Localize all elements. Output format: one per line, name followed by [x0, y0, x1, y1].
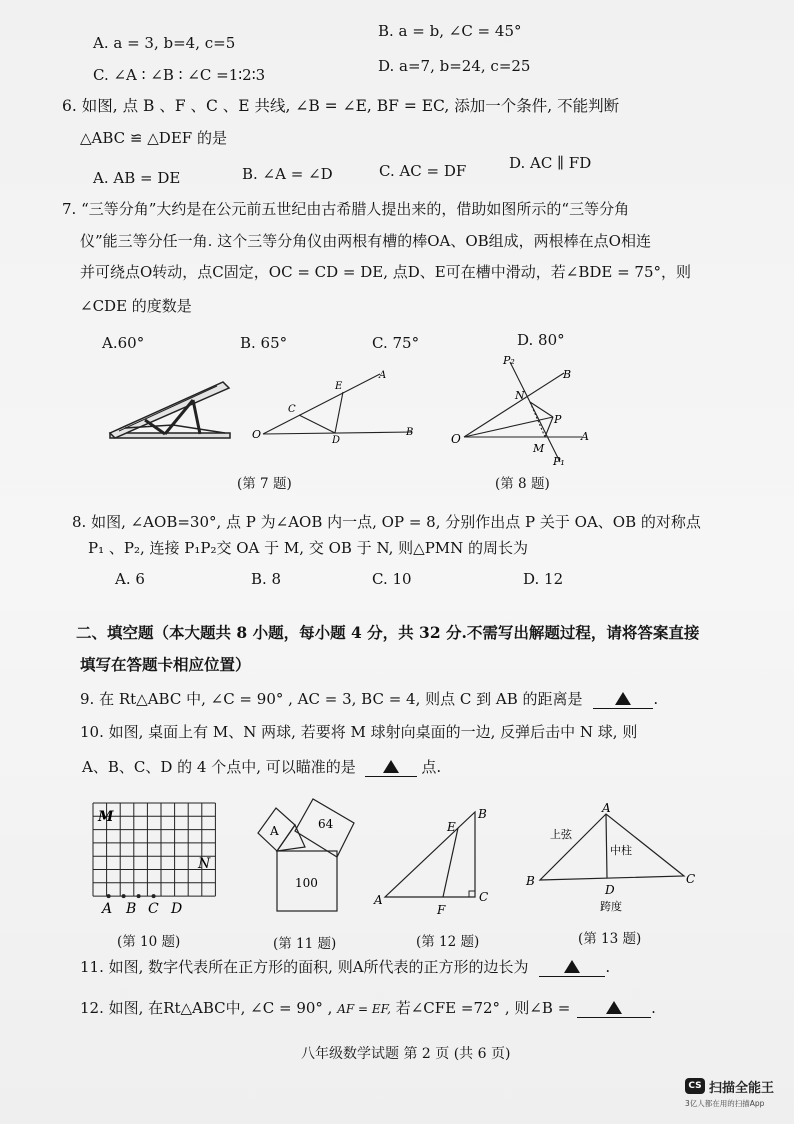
q11-stem: [80, 958, 610, 977]
fig7-label-o: O: [252, 428, 262, 441]
answer-triangle-icon: [383, 760, 399, 773]
aim-point-marker: [137, 894, 141, 898]
q6-option-c: C. AC = DF: [379, 162, 467, 180]
figure-10-grid-diagram: [88, 800, 224, 918]
section-2-heading-line2: 填写在答题卡相应位置）: [80, 655, 251, 674]
q5-option-b: B. a = b, ∠C = 45°: [378, 22, 522, 40]
q6-stem-line2: △ABC ≌ △DEF 的是: [80, 129, 227, 147]
figure-13-caption: (第 13 题): [578, 931, 642, 947]
q5-option-d: D. a=7, b=24, c=25: [378, 57, 531, 75]
fig11-label-a: A: [270, 824, 279, 838]
fig13-label-kuadu: 跨度: [600, 900, 622, 913]
fig12-label-b: B: [478, 807, 487, 821]
watermark-tagline: 3亿人都在用的扫描App: [685, 1099, 765, 1108]
q9-text: 9. 在 Rt△ABC 中, ∠C = 90° , AC = 3, BC = 4, 则点 C 到 AB 的距离是: [80, 690, 583, 708]
center-triangle: [277, 825, 305, 851]
triangle-abc: [385, 812, 475, 897]
fig7-label-e: E: [335, 381, 343, 392]
q10-answer-blank[interactable]: [365, 758, 417, 777]
fig8-label-o: O: [451, 432, 461, 446]
answer-triangle-icon: [606, 1001, 622, 1014]
q10-stem-line1: 10. 如图, 桌面上有 M、N 两球, 若要将 M 球射向桌面的一边, 反弹后击中 N 球, 则: [80, 723, 638, 741]
fig12-label-a: A: [374, 893, 383, 907]
figure-11-squares-diagram: [252, 795, 364, 925]
q8-option-b: B. 8: [251, 570, 282, 588]
figure-13-truss-diagram: [520, 800, 700, 920]
q6-stem-line1: 6. 如图, 点 B 、F 、C 、E 共线, ∠B = ∠E, BF = EC, 添加一个条件, 不能判断: [62, 97, 620, 115]
aim-point-marker: [107, 894, 111, 898]
fig10-label-b: B: [126, 901, 137, 917]
q12-text-b: AF = EF,: [337, 1002, 391, 1016]
segment-op: [464, 417, 553, 437]
fig8-label-p1: P₁: [553, 455, 565, 468]
fig12-label-e: E: [447, 820, 456, 834]
fig13-label-d: D: [605, 883, 615, 897]
q5-option-c: C. ∠A ∶ ∠B ∶ ∠C =1∶2∶3: [93, 66, 266, 84]
segment-de: [335, 392, 343, 433]
answer-triangle-icon: [615, 692, 631, 705]
answer-triangle-icon: [564, 960, 580, 973]
segment-fe: [443, 828, 458, 897]
q10-text: A、B、C、D 的 4 个点中, 可以瞄准的是: [82, 758, 356, 776]
fig8-label-m: M: [533, 442, 545, 455]
q8-option-d-text: D. 80°: [517, 331, 565, 349]
q12-answer-blank[interactable]: [577, 999, 651, 1018]
fig10-label-c: C: [148, 901, 159, 917]
aim-point-marker: [122, 894, 126, 898]
trisector-instrument-sketch: [105, 378, 237, 440]
q12-text-c: 若∠CFE =72° , 则∠B =: [395, 999, 571, 1017]
figure-7-caption: (第 7 题): [237, 476, 292, 492]
q6-option-a: A. AB = DE: [93, 169, 181, 187]
fig10-label-a: A: [102, 901, 113, 917]
figure-8-diagram: [447, 348, 597, 472]
fig13-label-zhongzhu: 中柱: [610, 844, 632, 857]
section-2-heading-line1: 二、填空题（本大题共 8 小题，每小题 4 分，共 32 分.不需写出解题过程，请将答案直接: [76, 623, 700, 642]
aim-point-marker: [152, 894, 156, 898]
fig10-label-d: D: [171, 901, 183, 917]
q12-end: .: [651, 999, 656, 1017]
q7-stem-line2: 仪”能三等分任一角. 这个三等分角仪由两根有槽的棒OA、OB组成，两根棒在点O相连: [80, 232, 651, 250]
fig7-label-c: C: [288, 404, 296, 415]
q8-option-d: D. 12: [523, 570, 564, 588]
q9-end: .: [653, 690, 659, 708]
q10-stem-line2: [82, 758, 441, 777]
fig8-label-b: B: [563, 368, 572, 381]
fig8-label-p: P: [554, 413, 562, 426]
fig13-label-a: A: [602, 801, 611, 815]
figure-11-caption: (第 11 题): [273, 936, 337, 952]
fig7-label-a: A: [379, 370, 387, 381]
q9-answer-blank[interactable]: [593, 690, 653, 709]
q11-end: .: [605, 958, 611, 976]
ray-oa: [263, 374, 380, 434]
fig7-label-b: B: [406, 427, 414, 438]
q6-option-b: B. ∠A = ∠D: [242, 165, 333, 183]
ray-ob: [263, 432, 412, 434]
fig10-label-m: M: [98, 809, 114, 825]
q10-end: 点.: [421, 758, 442, 776]
fig12-label-f: F: [437, 903, 446, 917]
q7-stem-line1: 7. “三等分角”大约是在公元前五世纪由古希腊人提出来的，借助如图所示的“三等分角: [62, 200, 630, 218]
q5-option-a: A. a = 3, b=4, c=5: [93, 34, 236, 52]
figure-8-caption: (第 8 题): [495, 476, 550, 492]
q7-option-b: B. 65°: [240, 334, 288, 352]
fig11-label-100: 100: [295, 876, 318, 890]
q7-stem-line4: ∠CDE 的度数是: [80, 297, 192, 315]
figure-7-diagram: [250, 368, 420, 446]
q11-text: 11. 如图, 数字代表所在正方形的面积, 则A所代表的正方形的边长为: [80, 958, 529, 976]
q8-stem-line2: P₁ 、P₂, 连接 P₁P₂交 OA 于 M, 交 OB 于 N, 则△PMN 的周长为: [88, 539, 529, 557]
watermark-app-name: 扫描全能王: [709, 1081, 775, 1096]
q6-option-d: D. AC ∥ FD: [509, 154, 592, 172]
camscanner-logo-icon: CS: [685, 1078, 705, 1094]
fig8-label-p2: P₂: [503, 354, 515, 367]
q12-stem: [80, 999, 656, 1018]
fig8-label-n: N: [515, 389, 525, 402]
fig8-label-a: A: [581, 430, 589, 443]
fig13-label-shangxian: 上弦: [550, 828, 572, 841]
q7-option-a: A.60°: [102, 334, 145, 352]
q7-option-c: C. 75°: [372, 334, 420, 352]
q9-stem: [80, 690, 658, 709]
segment-ad: [606, 814, 607, 878]
fig13-label-c: C: [686, 872, 696, 886]
figure-12-caption: (第 12 题): [416, 934, 480, 950]
fig12-label-c: C: [479, 890, 489, 904]
fig10-label-n: N: [198, 856, 211, 872]
q8-option-c: C. 10: [372, 570, 412, 588]
figure-10-caption: (第 10 题): [117, 934, 181, 950]
figure-12-triangle-diagram: [370, 804, 495, 920]
page-footer: 八年级数学试题 第 2 页 (共 6 页): [301, 1046, 511, 1062]
q12-text-a: 12. 如图, 在Rt△ABC中, ∠C = 90° ,: [80, 999, 333, 1017]
q8-option-a: A. 6: [115, 570, 145, 588]
q8-stem-line1: 8. 如图, ∠AOB=30°, 点 P 为∠AOB 内一点, OP = 8, 分别作出点 P 关于 OA、OB 的对称点: [72, 513, 701, 531]
fig11-label-64: 64: [318, 817, 334, 831]
q7-stem-line3: 并可绕点O转动，点C固定，OC = CD = DE, 点D、E可在槽中滑动，若∠BDE = 75°，则: [80, 263, 692, 281]
fig7-label-d: D: [332, 435, 341, 446]
fig13-label-b: B: [526, 874, 535, 888]
q11-answer-blank[interactable]: [539, 958, 605, 977]
segment-cd: [299, 415, 335, 433]
